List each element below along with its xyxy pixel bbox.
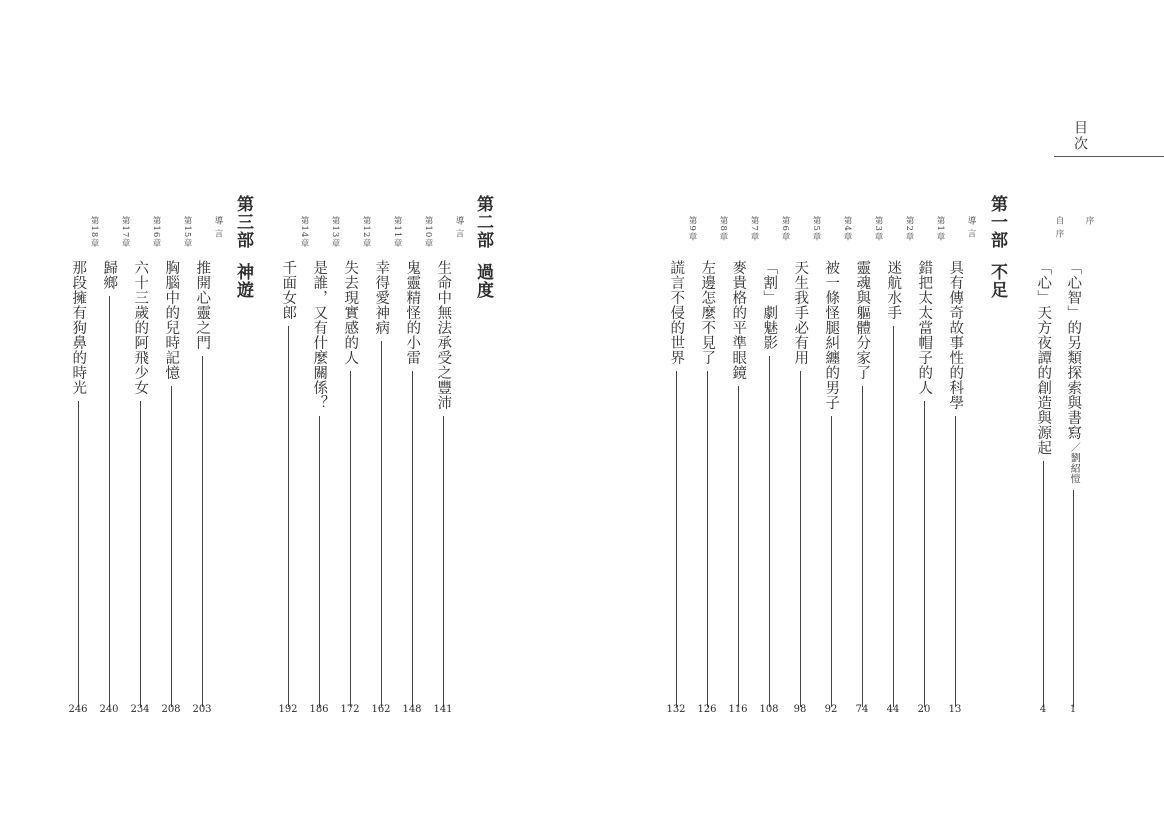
entry-title: 麥貴格的平準眼鏡 (730, 260, 747, 380)
entry-label: 第12章 (361, 216, 371, 248)
leader-rule (862, 386, 863, 707)
toc-entry[interactable] (433, 210, 463, 715)
page-number: 13 (948, 704, 962, 715)
part-heading-2 (466, 195, 496, 299)
leader-rule (350, 371, 351, 707)
toc-entry[interactable] (945, 210, 975, 715)
page-number: 98 (793, 704, 807, 715)
entry-label: 第4章 (842, 216, 852, 242)
toc-entry[interactable] (99, 210, 129, 715)
page-number: 208 (161, 704, 181, 715)
page-number: 116 (728, 704, 748, 715)
leader-rule (412, 371, 413, 707)
entry-title: 那段擁有狗鼻的時光 (70, 260, 87, 395)
page-number: 203 (192, 704, 212, 715)
entry-label: 第1章 (935, 216, 945, 242)
page-number: 240 (99, 704, 119, 715)
leader-rule (381, 341, 382, 707)
entry-title: 左邊怎麼不見了 (699, 260, 716, 365)
entry-title: 謊言不侵的世界 (668, 260, 685, 365)
toc-entry[interactable] (666, 210, 696, 715)
entry-title: 歸鄉 (101, 260, 118, 290)
page-number: 4 (1039, 704, 1047, 715)
leader-rule (109, 296, 110, 707)
entry-author: ／劉紹愷 (1068, 442, 1080, 484)
leader-rule (443, 416, 444, 707)
leader-rule (707, 371, 708, 707)
leader-rule (800, 371, 801, 707)
entry-title: 是誰，又有什麼關係？ (311, 260, 328, 410)
entry-label: 第3章 (873, 216, 883, 242)
leader-rule (1043, 461, 1044, 707)
entry-label: 第14章 (299, 216, 309, 248)
entry-label: 第7章 (749, 216, 759, 242)
entry-label: 第16章 (151, 216, 161, 248)
toc-entry[interactable] (161, 210, 191, 715)
page-number: 192 (278, 704, 298, 715)
leader-rule (738, 386, 739, 707)
toc-entry[interactable] (852, 210, 882, 715)
page-number: 126 (697, 704, 717, 715)
leader-rule (769, 356, 770, 707)
page-number: 186 (309, 704, 329, 715)
entry-title: 幸得愛神病 (373, 260, 390, 335)
entry-title: 靈魂與軀體分家了 (854, 260, 871, 380)
entry-title: 胸腦中的兒時記憶 (163, 260, 180, 380)
toc-entry[interactable] (1063, 210, 1093, 715)
part-label: 第一部 (987, 195, 1007, 249)
page-number: 92 (824, 704, 838, 715)
leader-rule (78, 401, 79, 707)
entry-label: 第17章 (120, 216, 130, 248)
toc-entry[interactable] (371, 210, 401, 715)
entry-title: 「心智」的另類探索與書寫／劉紹愷 (1065, 260, 1082, 484)
header-rule (1054, 156, 1164, 157)
toc-entry[interactable] (68, 210, 98, 715)
entry-label: 第11章 (392, 216, 402, 248)
page-number: 141 (433, 704, 453, 715)
entry-label: 第2章 (904, 216, 914, 242)
toc-entry[interactable] (914, 210, 944, 715)
part-name: 不足 (987, 263, 1007, 299)
toc-header: 目次 (1072, 120, 1088, 152)
entry-title: 「割」劇魅影 (761, 260, 778, 350)
toc-entry[interactable] (130, 210, 160, 715)
entry-title: 鬼靈精怪的小雷 (404, 260, 421, 365)
leader-rule (955, 416, 956, 707)
page-number: 1 (1069, 704, 1077, 715)
part-name: 神遊 (233, 263, 253, 299)
entry-label: 導 言 (213, 216, 223, 239)
entry-label: 第6章 (780, 216, 790, 242)
leader-rule (1073, 490, 1074, 707)
leader-rule (202, 356, 203, 707)
entry-label: 序 (1084, 216, 1094, 226)
leader-rule (140, 401, 141, 707)
page-number: 20 (917, 704, 931, 715)
entry-title: 生命中無法承受之豐沛 (435, 260, 452, 410)
toc-entry[interactable] (728, 210, 758, 715)
part-heading-3 (226, 195, 256, 299)
toc-entry[interactable] (192, 210, 222, 715)
entry-label: 導 言 (966, 216, 976, 239)
entry-label: 第5章 (811, 216, 821, 242)
toc-entry[interactable] (821, 210, 851, 715)
part-label: 第二部 (473, 195, 493, 249)
entry-label: 第15章 (182, 216, 192, 248)
leader-rule (171, 386, 172, 707)
toc-entry[interactable] (790, 210, 820, 715)
entry-label: 導 言 (454, 216, 464, 239)
entry-title: 天生我手必有用 (792, 260, 809, 365)
entry-label: 第8章 (718, 216, 728, 242)
toc-entry[interactable] (309, 210, 339, 715)
entry-label: 第10章 (423, 216, 433, 248)
leader-rule (676, 371, 677, 707)
part-name: 過度 (473, 263, 493, 299)
leader-rule (288, 326, 289, 707)
page-number: 246 (68, 704, 88, 715)
toc-entry[interactable] (1033, 210, 1063, 715)
entry-label: 自 序 (1054, 216, 1064, 239)
page-number: 108 (759, 704, 779, 715)
part-heading-1 (980, 195, 1010, 299)
entry-label: 第13章 (330, 216, 340, 248)
entry-label: 第9章 (687, 216, 697, 242)
leader-rule (924, 401, 925, 707)
page-number: 74 (855, 704, 869, 715)
entry-label: 第18章 (89, 216, 99, 248)
entry-title: 千面女郎 (280, 260, 297, 320)
page-number: 148 (402, 704, 422, 715)
entry-title: 六十三歲的阿飛少女 (132, 260, 149, 395)
leader-rule (831, 416, 832, 707)
entry-title: 被一條怪腿糾纏的男子 (823, 260, 840, 410)
entry-title: 迷航水手 (885, 260, 902, 320)
page-number: 162 (371, 704, 391, 715)
leader-rule (319, 416, 320, 707)
page-number: 234 (130, 704, 150, 715)
toc-entry[interactable] (340, 210, 370, 715)
entry-title: 「心」天方夜譚的創造與源起 (1035, 260, 1052, 455)
leader-rule (893, 326, 894, 707)
page-number: 44 (886, 704, 900, 715)
entry-title: 具有傳奇故事性的科學 (947, 260, 964, 410)
page-number: 132 (666, 704, 686, 715)
entry-title: 失去現實感的人 (342, 260, 359, 365)
entry-title: 推開心靈之門 (194, 260, 211, 350)
toc-entry[interactable] (402, 210, 432, 715)
part-label: 第三部 (233, 195, 253, 249)
page-number: 172 (340, 704, 360, 715)
toc-entry[interactable] (759, 210, 789, 715)
toc-entry[interactable] (278, 210, 308, 715)
toc-entry[interactable] (883, 210, 913, 715)
entry-title: 錯把太太當帽子的人 (916, 260, 933, 395)
toc-entry[interactable] (697, 210, 727, 715)
